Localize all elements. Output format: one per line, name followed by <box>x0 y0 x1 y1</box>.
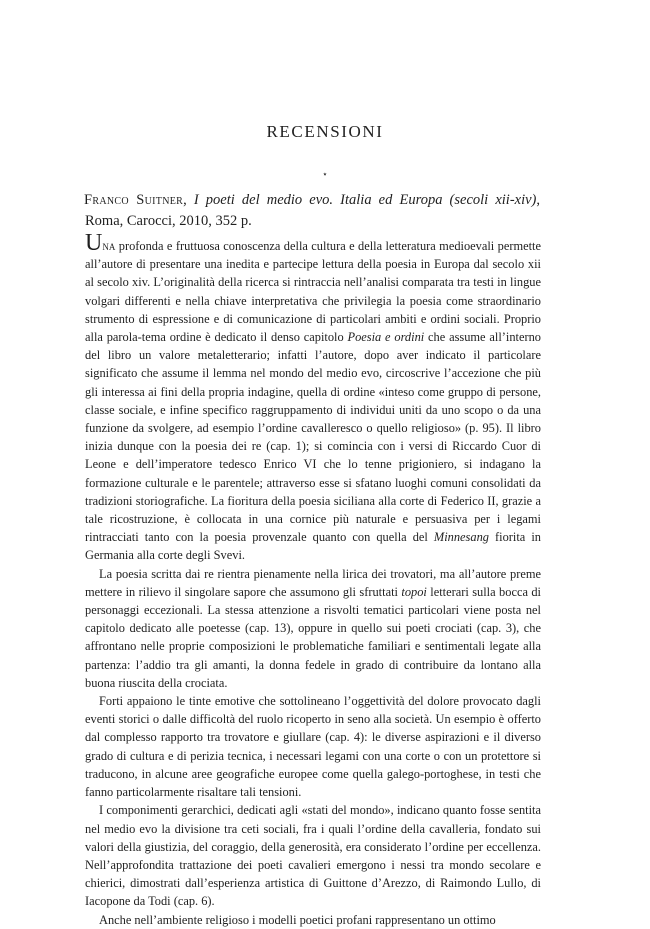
review-body <box>85 230 542 929</box>
lead-in: na <box>102 239 116 253</box>
paragraph-2-italic-term: topoi <box>401 584 427 599</box>
citation-book-title: I poeti del medio evo. Italia ed Europa (secoli xii-xiv) <box>193 192 537 208</box>
paragraph-1-italic-term: Minnesang <box>433 530 489 545</box>
citation-separator: , <box>183 192 194 208</box>
paragraph-2-text-a: La poesia scritta dai re rientra pienamente nella lirica dei trovatori, ma all’autore preme mettere in rilievo il singolare sapore che assumono gli sfruttati <box>85 566 541 599</box>
paragraph-1-text-a: profonda e fruttuosa conoscenza della cultura e della letteratura medioevali permette all’autore di presentare una inedita e partecipe lettura della poesia in Europa dal secolo xii al secolo xiv. L’originalità della ricerca si rintraccia nell’analisi comparata tra testi in lingue volgari differenti e nella chiave interpretativa che privilegia la poesia come straordinario strumento di espressione e di comunicazione di particolari ambiti e ordini sociali. Proprio alla parola-tema ordine è dedicato il denso capitolo <box>85 239 541 345</box>
citation-publication-info: , Roma, Carocci, 2010, 352 p. <box>85 192 541 229</box>
citation-author: Franco Suitner <box>84 192 184 208</box>
section-title: RECENSIONI <box>266 122 384 141</box>
paragraph-4: I componimenti gerarchici, dedicati agli «stati del mondo», indicano quanto fosse sentita nel medio evo la divisione tra ceti sociali, fra i quali l’ordine della cavalleria, fondato sui valori della giustizia, del coraggio, della generosità, era considerato l’ordine per eccellenza. Nell’approfondita trattazione dei poeti cavalieri emergono i nessi tra mondo secolare e chierici, dimostrati dall’esperienza artistica di Guittone d’Arezzo, di Raimondo Lullo, di Iacopone da Todi (cap. 6). <box>85 803 541 909</box>
star-ornament-icon: ⋆ <box>322 169 328 179</box>
paragraph-1-text-c: fiorita in Germania alla corte degli Svevi. <box>85 530 542 563</box>
paragraph-2 <box>85 565 541 692</box>
paragraph-2-text-b: letterari sulla bocca di personaggi eccezionali. La stessa attenzione a risvolti tematici particolari viene posta nel capitolo dedicato alle poetesse (cap. 13), oppure in quello sui poeti crociati (cap. 3), che affrontano nelle proprie composizioni le problematiche familiari e sentimentali legate alla partenza: l’addio tra gli amanti, la donna fedele in grado di contribuire da lontano alla buona riuscita della crociata. <box>85 584 541 690</box>
paragraph-1-italic-chapter-title: Poesia e ordini <box>347 330 425 345</box>
paragraph-5: Anche nell’ambiente religioso i modelli poetici profani rappresentano un ottimo <box>99 912 496 927</box>
book-citation <box>85 190 540 232</box>
paragraph-1 <box>85 230 542 565</box>
paragraph-1-text-b: che assume all’interno del libro un valore metaletterario; infatti l’autore, dopo aver indicato il particolare significato che assume il lemma nel mondo del medio evo, circoscrive l’accezione che più gli interessa ai fini della propria indagine, quella di ordine «inteso come gruppo di persone, classe sociale, e infine specifico raggruppamento di individui uniti da uno scopo o da una funzione da svolgere, ad esempio l’ordine cavalleresco o quello religioso» (p. 95). Il libro inizia dunque con la poesia dei re (cap. 1); si comincia con i versi di Riccardo Cuor di Leone e dell’imperatore tedesco Enrico VI che lo tenne prigioniero, si indagano la formazione culturale e le parentele; attraverso esse si sfatano luoghi comuni consolidati da tradizioni storiografiche. La fioritura della poesia siciliana alla corte di Federico II, grazie a tale ricostruzione, è collocata in una cornice più naturale e persuasiva per i legami rintracciati tanto con la poesia provenzale quanto con quella del <box>85 330 541 545</box>
drop-cap: U <box>85 230 103 256</box>
paragraph-3: Forti appaiono le tinte emotive che sottolineano l’oggettività del dolore provocato dagli eventi storici o dalle difficoltà del ruolo ricoperto in seno alla società. Un esempio è offerto dal complesso rapporto tra trovatore e giullare (cap. 4): le diverse aspirazioni e il diverso grado di cultura e di perizia tecnica, i necessari legami con una corte o con un protettore si traducono, in alcune aree geografiche europee come quella galego-portoghese, in testi che fanno particolarmente risaltare tali tensioni. <box>85 694 541 800</box>
